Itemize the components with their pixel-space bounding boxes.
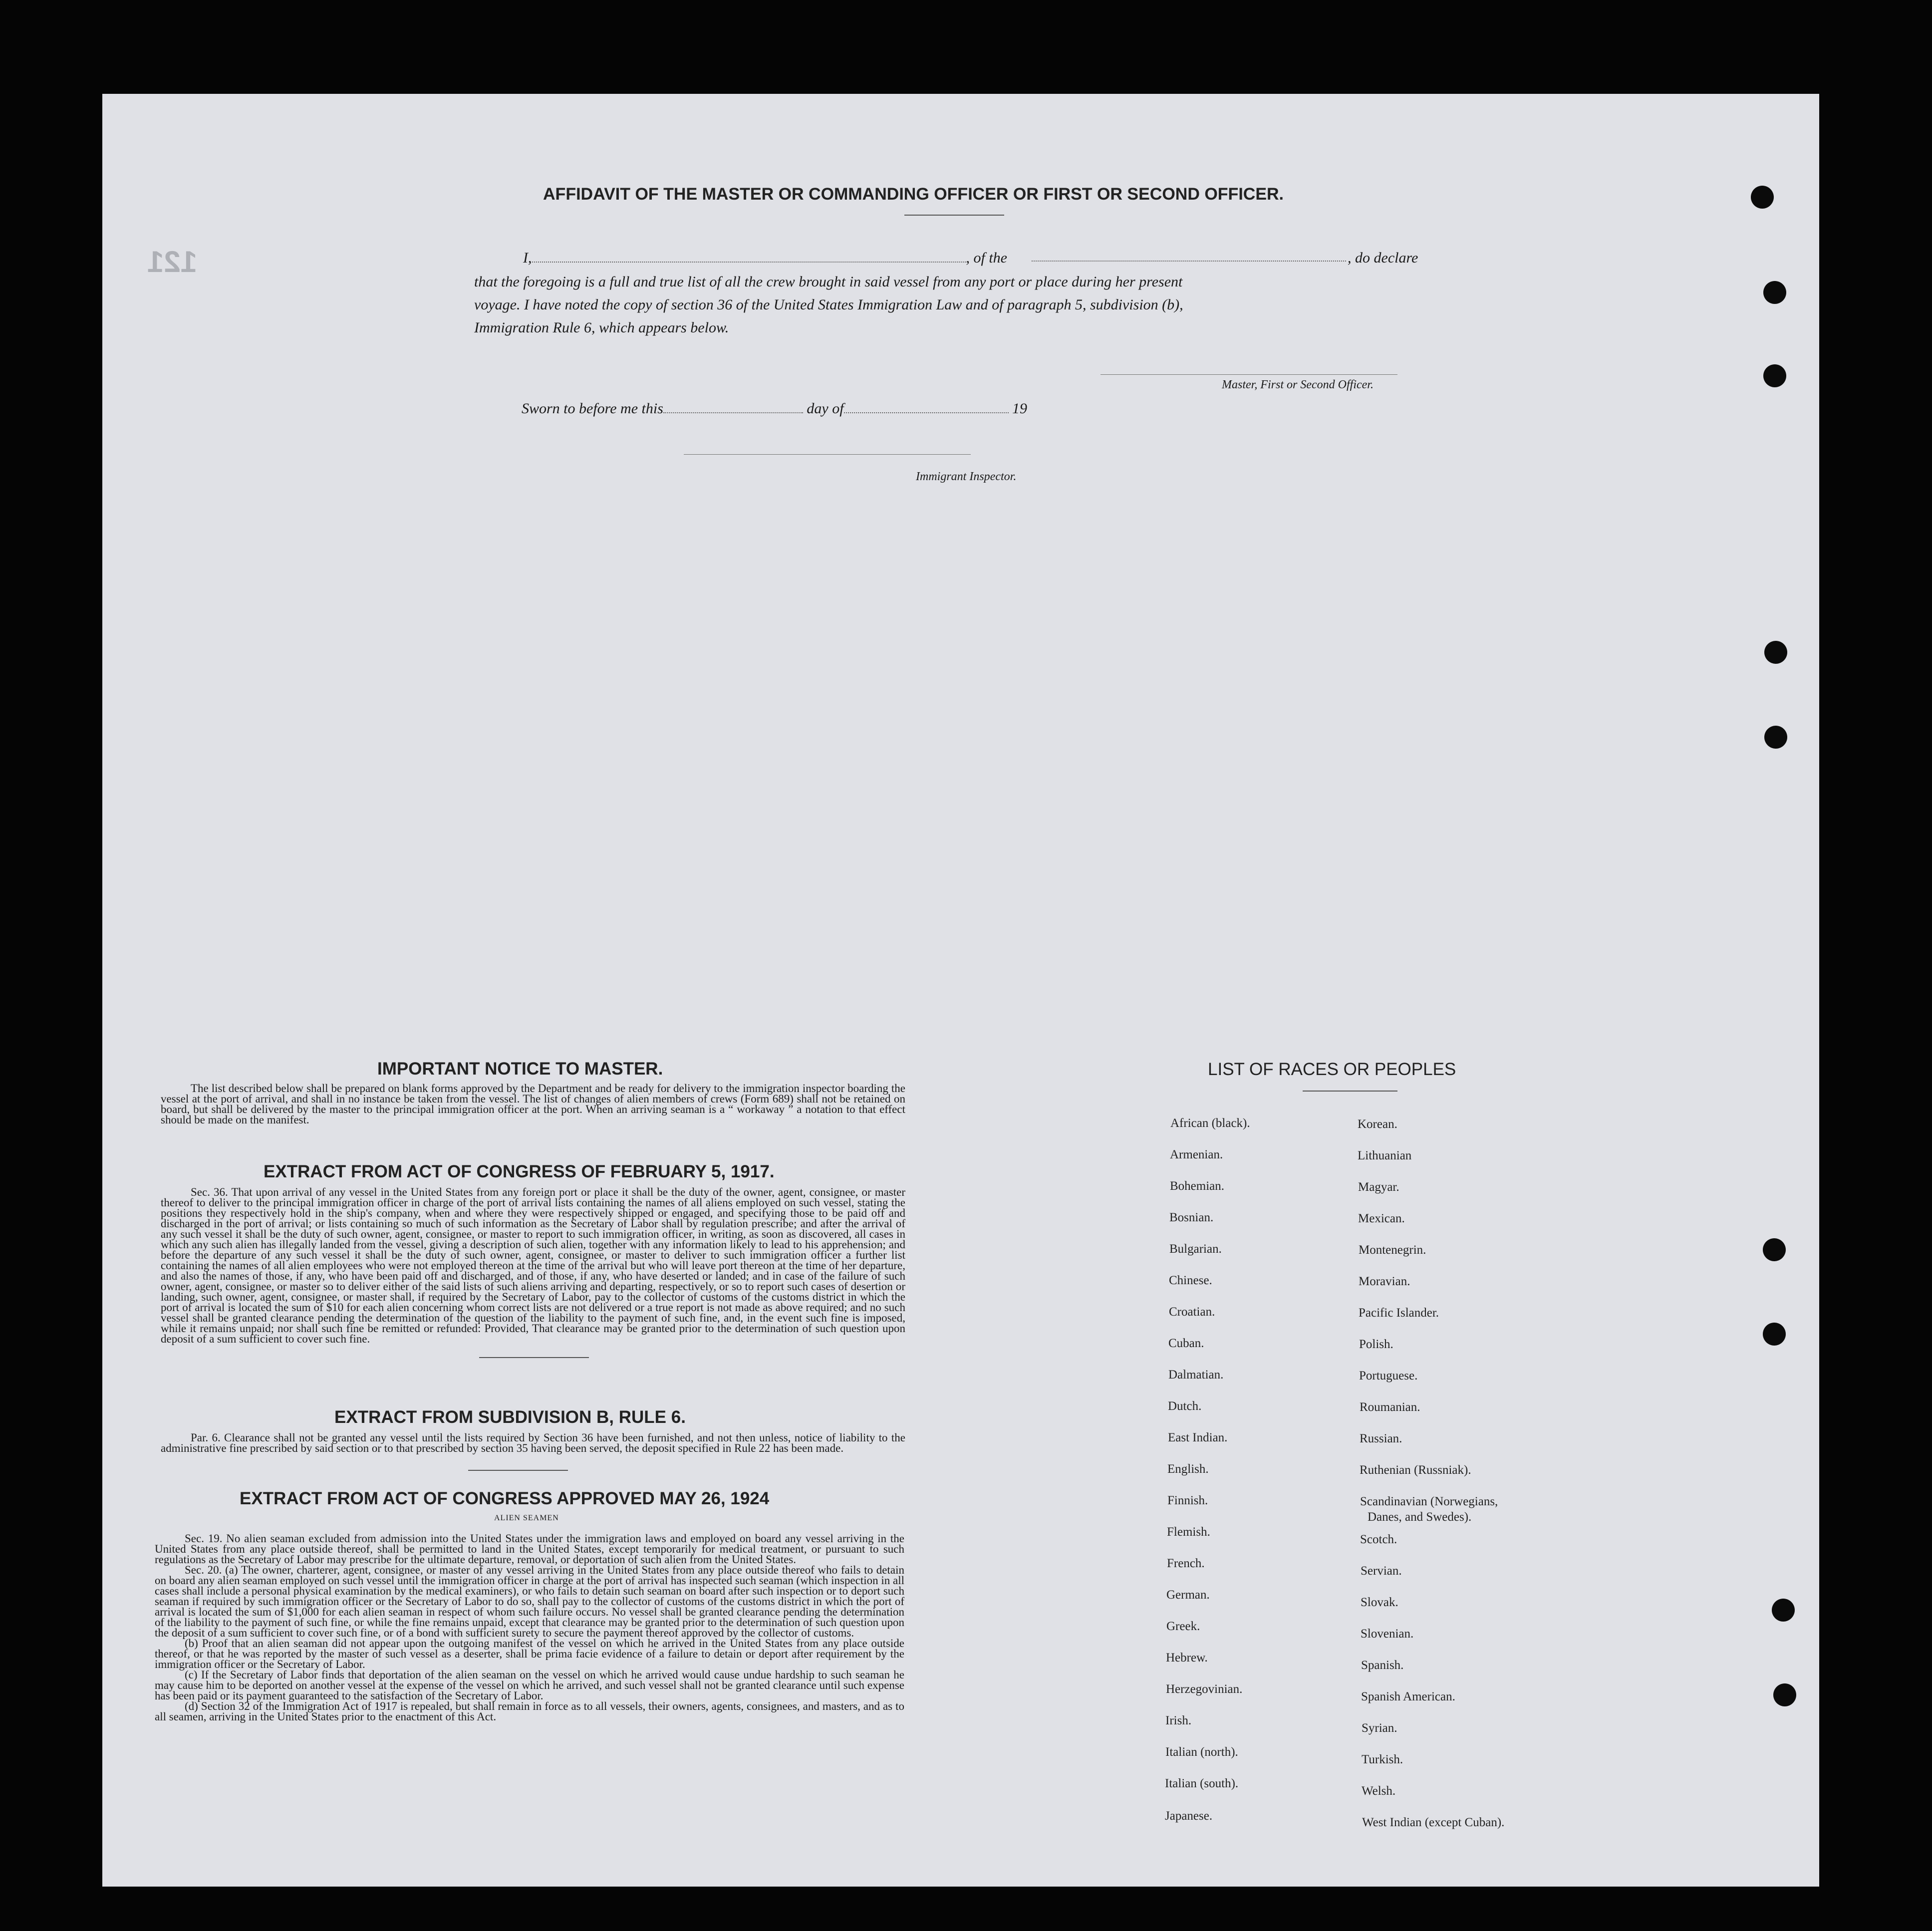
- race-item: Irish.: [1165, 1714, 1192, 1727]
- race-item: Polish.: [1359, 1338, 1393, 1351]
- day-of-label: day of: [807, 400, 844, 417]
- race-item: Croatian.: [1169, 1305, 1215, 1319]
- binder-hole: [1763, 281, 1786, 304]
- race-item: Hebrew.: [1166, 1651, 1208, 1664]
- race-item: Russian.: [1360, 1432, 1402, 1445]
- race-item: Roumanian.: [1360, 1400, 1420, 1414]
- race-item: Herzegovinian.: [1166, 1682, 1243, 1696]
- race-item: Scandinavian (Norwegians,: [1360, 1495, 1498, 1508]
- race-item: Servian.: [1361, 1564, 1402, 1578]
- master-signature-label: Master, First or Second Officer.: [1222, 378, 1374, 391]
- sec-20d-paragraph: (d) Section 32 of the Immigration Act of 1917 is repealed, but shall remain in force as to all vessels, their owners, agents, consignees, and masters, and as to all seamen, arriving in the United States prior to the enactment of this Act.: [155, 1700, 904, 1723]
- sec-20a-paragraph: Sec. 20. (a) The owner, charterer, agent, consignee, or master of any vessel arriving in the United States from any place outside thereof who fails to detain on board any alien seaman employed on such vessel until the immigration officer in charge at the port of arrival has inspected such seaman (which inspection in all cases shall include a personal physical examination by the medical examiners), or who fails to detain such seaman on board after such inspection or to deport such seaman if required by such immigration officer or the Secretary of Labor to do so, shall pay to the collector of customs of the customs district in which the port of arrival is located the sum of $1,000 for each alien seaman in respect of whom such failure occurs. No vessel shall be granted clearance pending the determination of the liability to the payment of such fine, or while the fine remains unpaid, except that clearance may be granted prior to the determination of such question upon the deposit of a sum sufficient to cover such fine, or of a bond with sufficient surety to secure the payment thereof approved by the collector of customs.: [155, 1564, 905, 1639]
- binder-hole: [1763, 364, 1786, 387]
- race-item: Magyar.: [1358, 1180, 1399, 1194]
- extract-1924-subtitle: ALIEN SEAMEN: [494, 1514, 559, 1522]
- race-item: Dutch.: [1168, 1399, 1202, 1413]
- race-item: Moravian.: [1359, 1275, 1410, 1288]
- binder-hole: [1773, 1683, 1796, 1706]
- section-36-paragraph: Sec. 36. That upon arrival of any vessel in the United States from any foreign port or place it shall be the duty of the owner, agent, consignee, or master thereof to deliver to the principal immigration officer in charge of the port of arrival lists containing the names of all aliens employed on such vessel, stating the positions they respectively hold in the ship's company, when and where they were respectively shipped or engaged, and specifying those to be paid off and discharged in the port of arrival; or lists containing so much of such information as the Secretary of Labor shall by regulation prescribe; and after the arrival of any such vessel it shall be the duty of such owner, agent, consignee, or master to report to such immigration officer, in writing, as soon as discovered, all cases in which any such alien has illegally landed from the vessel, giving a description of such alien, together with any information likely to lead to his apprehension; and before the departure of any such vessel it shall be the duty of such owner, agent, consignee, or master to deliver to such immigration officer a further list containing the names of all alien employees who were not employed thereon at the time of the arrival but who will leave port thereon at the time of her departure, and also the names of those, if any, who have been paid off and discharged, and of those, if any, who have deserted or landed; and in case of the failure of such owner, agent, consignee, or master so to deliver either of the said lists of such aliens arriving and departing, respectively, or so to report such cases of desertion or landing, such owner, agent, consignee, or master shall, if required by the Secretary of Labor, pay to the collector of customs of the customs district in which the port of arrival is located the sum of $10 for each alien concerning whom correct lists are not delivered or a true report is not made as above required; and no such vessel shall be granted clearance pending the determination of the question of the liability to the payment of such fine, and, in the event such fine is imposed, while it remains unpaid; nor shall such fine be remitted or refunded: Provided, That clearance may be granted prior to the determination of such question upon deposit of a sum sufficient to cover such fine.: [161, 1186, 905, 1345]
- notice-title: IMPORTANT NOTICE TO MASTER.: [377, 1059, 663, 1079]
- race-item: Syrian.: [1362, 1721, 1397, 1735]
- notice-body: [161, 1083, 905, 1125]
- race-item: Ruthenian (Russniak).: [1360, 1463, 1471, 1477]
- affidavit-line-2: that the foregoing is a full and true list of all the crew brought in said vessel from any port or place during her present: [474, 274, 1183, 290]
- extract-rule6-body: [161, 1432, 905, 1453]
- divider: [904, 215, 1004, 216]
- extract-1917-title: EXTRACT FROM ACT OF CONGRESS OF FEBRUARY 5, 1917.: [264, 1162, 775, 1181]
- affidavit-line-4: Immigration Rule 6, which appears below.: [474, 319, 729, 336]
- sec-20c-paragraph: (c) If the Secretary of Labor finds that deportation of the alien seaman on the vessel on which he arrived would cause undue hardship to such seaman he may cause him to be deported on another vessel at the expense of the vessel on which he arrived, and such vessel shall not be granted clearance until such expense has been paid or its payment guaranteed to the satisfaction of the Secretary of Labor.: [155, 1668, 904, 1702]
- binder-hole: [1772, 1599, 1795, 1622]
- race-item: Mexican.: [1358, 1212, 1405, 1225]
- race-item: Greek.: [1166, 1620, 1200, 1633]
- sec-19-paragraph: Sec. 19. No alien seaman excluded from admission into the United States under the immigration laws and employed on board any vessel arriving in the United States from any place outside thereof, shall be permitted to land in the United States, except temporarily for medical treatment, or pursuant to such regulations as the Secretary of Labor may prescribe for the ultimate departure, removal, or deportation of such alien from the United States.: [155, 1532, 904, 1566]
- race-item: Italian (south).: [1165, 1777, 1239, 1790]
- race-item: Turkish.: [1362, 1753, 1403, 1766]
- divider: [468, 1470, 568, 1471]
- race-item: Bulgarian.: [1169, 1242, 1222, 1256]
- race-item: Bosnian.: [1169, 1211, 1214, 1224]
- sworn-label: Sworn to before me this: [522, 400, 663, 417]
- extract-1924-body: [155, 1533, 904, 1722]
- rule6-paragraph: Par. 6. Clearance shall not be granted any vessel until the lists required by Section 36 have been furnished, and not then unless, notice of liability to the administrative fine prescribed by said section or to that prescribed by section 35 having been served, the deposit specified in Rule 22 has been made.: [161, 1431, 905, 1454]
- race-item: Italian (north).: [1165, 1745, 1238, 1759]
- race-item: Korean.: [1358, 1117, 1397, 1131]
- binder-hole: [1764, 641, 1787, 664]
- races-title: LIST OF RACES OR PEOPLES: [1208, 1060, 1456, 1079]
- affidavit-title: AFFIDAVIT OF THE MASTER OR COMMANDING OFFICER OR FIRST OR SECOND OFFICER.: [543, 185, 1284, 204]
- binder-hole: [1764, 726, 1787, 749]
- inspector-signature-line[interactable]: [684, 454, 971, 455]
- race-item: East Indian.: [1168, 1431, 1228, 1444]
- race-item: Spanish.: [1361, 1658, 1404, 1672]
- race-item: Slovenian.: [1361, 1627, 1414, 1641]
- race-item: Spanish American.: [1361, 1690, 1455, 1703]
- extract-1917-body: [161, 1187, 905, 1344]
- affidavit-line-1: [523, 250, 1007, 267]
- race-item: French.: [1167, 1557, 1205, 1570]
- affidavit-do-declare: , do declare: [1348, 250, 1418, 266]
- race-item: Finnish.: [1167, 1494, 1208, 1507]
- race-item: Montenegrin.: [1359, 1243, 1426, 1257]
- inspector-label: Immigrant Inspector.: [916, 470, 1017, 483]
- master-signature-line[interactable]: [1101, 374, 1397, 375]
- race-item: West Indian (except Cuban).: [1362, 1816, 1505, 1829]
- race-item: African (black).: [1170, 1116, 1250, 1130]
- race-item: Lithuanian: [1358, 1149, 1412, 1162]
- race-item: Portuguese.: [1359, 1369, 1418, 1382]
- race-item: Scotch.: [1360, 1533, 1397, 1546]
- race-item: Chinese.: [1169, 1274, 1212, 1287]
- race-item: Cuban.: [1168, 1337, 1204, 1350]
- extract-rule6-title: EXTRACT FROM SUBDIVISION B, RULE 6.: [334, 1407, 686, 1427]
- race-item: Bohemian.: [1170, 1179, 1225, 1193]
- race-item: English.: [1167, 1462, 1209, 1476]
- affidavit-of-the-label: , of the: [966, 250, 1007, 266]
- race-item: Flemish.: [1167, 1525, 1210, 1539]
- race-item: Armenian.: [1170, 1148, 1223, 1161]
- race-item: German.: [1166, 1588, 1210, 1602]
- race-item: Slovak.: [1361, 1596, 1398, 1609]
- sec-20b-paragraph: (b) Proof that an alien seaman did not appear upon the outgoing manifest of the vessel on which he arrived in the United States from any place outside thereof, or that he was reported by the master of such vessel as a deserter, shall be prima facie evidence of a failure to detain or deport after requirement by the immigration officer or the Secretary of Labor.: [155, 1637, 904, 1670]
- race-item: Japanese.: [1165, 1809, 1213, 1823]
- name-blank[interactable]: [532, 257, 966, 263]
- sworn-day-blank[interactable]: [663, 407, 803, 413]
- divider: [479, 1357, 589, 1358]
- extract-1924-title: EXTRACT FROM ACT OF CONGRESS APPROVED MAY 26, 1924: [240, 1489, 770, 1508]
- sworn-line: [522, 400, 1027, 417]
- race-item-continuation: Danes, and Swedes).: [1368, 1510, 1472, 1524]
- affidavit-line-3: voyage. I have noted the copy of section 36 of the United States Immigration Law and of paragraph 5, subdivision (b),: [474, 296, 1183, 313]
- bleed-through-page-number: 121: [147, 245, 198, 278]
- binder-hole: [1751, 186, 1774, 209]
- vessel-blank[interactable]: [1032, 256, 1346, 262]
- year-label: 19: [1012, 400, 1028, 417]
- sworn-month-blank[interactable]: [844, 407, 1009, 413]
- binder-hole: [1763, 1238, 1786, 1261]
- race-item: Pacific Islander.: [1359, 1306, 1439, 1320]
- binder-hole: [1763, 1323, 1786, 1346]
- race-item: Dalmatian.: [1168, 1368, 1224, 1381]
- divider: [1303, 1091, 1397, 1092]
- race-item: Welsh.: [1362, 1784, 1396, 1798]
- affidavit-i-label: I,: [523, 250, 532, 266]
- notice-paragraph: The list described below shall be prepared on blank forms approved by the Department and be ready for delivery to the immigration inspector boarding the vessel at the port of arrival, and shall in no instance be taken from the vessel. The list of changes of alien members of crews (Form 689) shall not be retained on board, but shall be delivered by the master to the principal immigration officer at the port. When an arriving seaman is a “ workaway ” a notation to that effect should be made on the manifest.: [161, 1082, 905, 1126]
